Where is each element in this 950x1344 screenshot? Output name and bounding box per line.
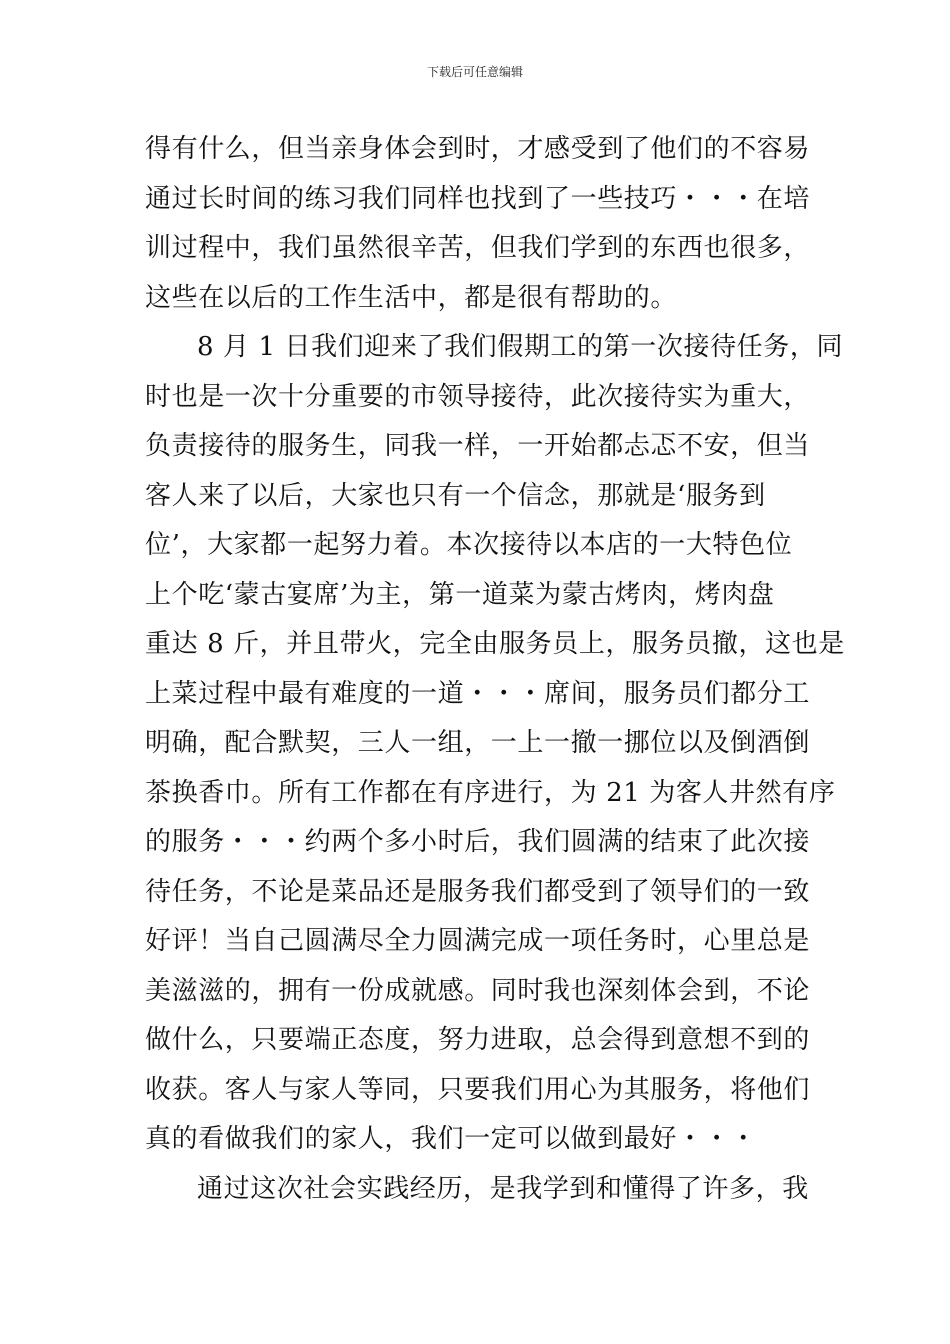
text-line: 通过这次社会实践经历，是我学到和懂得了许多，我	[197, 1173, 809, 1204]
text-line: 客人来了以后，大家也只有一个信念，那就是‘服务到	[145, 480, 766, 511]
text-line: 负责接待的服务生，同我一样，一开始都忐忑不安，但当	[145, 431, 811, 461]
text-line: 美滋滋的，拥有一份成就感。同时我也深刻体会到，不论	[145, 975, 811, 1006]
text-line: 真的看做我们的家人，我们一定可以做到最好・・・	[145, 1124, 757, 1154]
text-line: 做什么，只要端正态度，努力进取，总会得到意想不到的	[145, 1025, 811, 1055]
text-line: 位’，大家都一起努力着。本次接待以本店的一大特色位	[145, 530, 793, 560]
text-line: 上个吃‘蒙古宴席’为主，第一道菜为蒙古烤肉，烤肉盘	[145, 579, 775, 610]
text-line: 待任务，不论是菜品还是服务我们都受到了领导们的一致	[145, 876, 811, 907]
text-line: 训过程中，我们虽然很辛苦，但我们学到的东西也很多，	[145, 233, 811, 263]
page-header: 下载后可任意编辑	[426, 65, 523, 79]
text-line: 这些在以后的工作生活中，都是很有帮助的。	[145, 282, 678, 313]
body-text	[145, 125, 845, 1214]
text-line: 时也是一次十分重要的市领导接待，此次接待实为重大，	[145, 381, 811, 412]
text-line: 重达 8 斤，并且带火，完全由服务员上，服务员撤，这也是	[145, 629, 845, 659]
text-line: 好评！当自己圆满尽全力圆满完成一项任务时，心里总是	[145, 926, 811, 956]
text-line: 通过长时间的练习我们同样也找到了一些技巧・・・在培	[145, 183, 811, 214]
text-line: 得有什么，但当亲身体会到时，才感受到了他们的不容易	[145, 134, 811, 164]
text-line: 茶换香巾。所有工作都在有序进行，为 21 为客人井然有序	[145, 777, 836, 808]
text-line: 收获。客人与家人等同，只要我们用心为其服务，将他们	[145, 1074, 811, 1105]
text-line: 8 月 1 日我们迎来了我们假期工的第一次接待任务，同	[197, 332, 844, 362]
text-line: 上菜过程中最有难度的一道・・・席间，服务员们都分工	[145, 678, 811, 709]
text-line: 明确，配合默契，三人一组，一上一撤一挪位以及倒酒倒	[145, 728, 811, 758]
text-line: 的服务・・・约两个多小时后，我们圆满的结束了此次接	[145, 827, 811, 857]
